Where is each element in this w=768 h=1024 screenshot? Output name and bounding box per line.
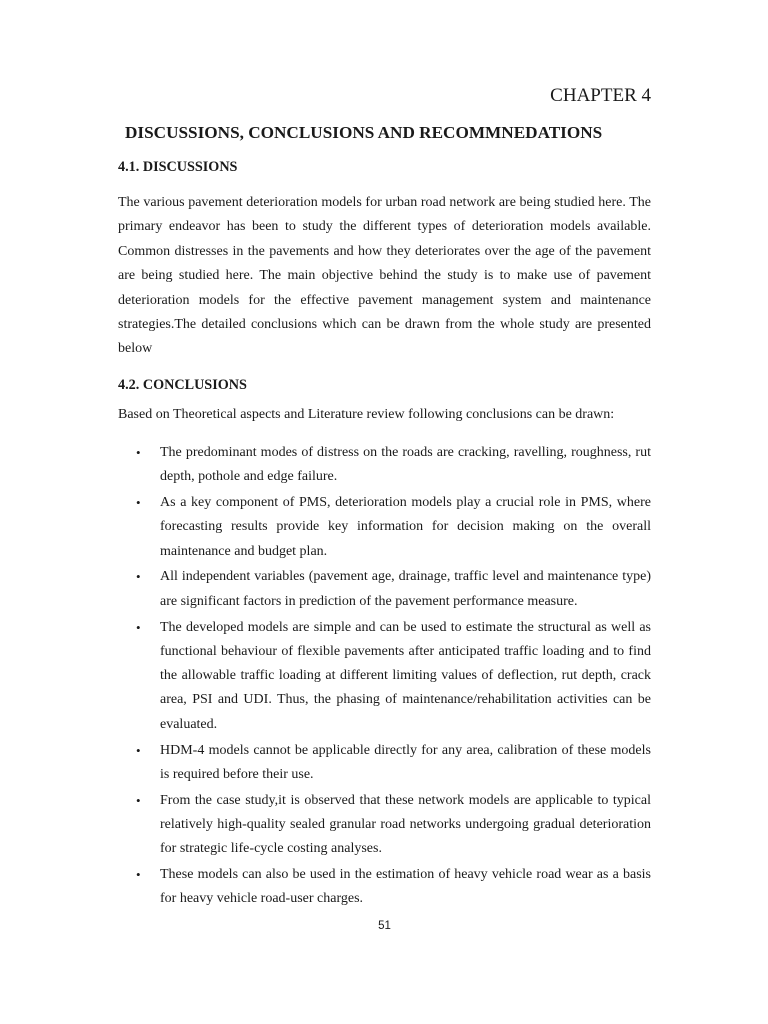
- list-item: [118, 863, 651, 912]
- list-item: [118, 789, 651, 862]
- section-heading-conclusions: 4.2. CONCLUSIONS: [118, 377, 247, 393]
- list-item: [118, 616, 651, 737]
- page-number: 51: [378, 920, 391, 932]
- section-heading-discussions: 4.1. DISCUSSIONS: [118, 159, 238, 175]
- chapter-number: CHAPTER 4: [550, 85, 651, 106]
- list-item-text: From the case study,it is observed that these network models are applicable to typical relatively high-quality sealed granular road networks undergoing gradual deterioration for strategic life-cycle costing analyses.: [160, 792, 651, 857]
- bullet-icon: •: [136, 495, 141, 511]
- bullet-icon: •: [136, 445, 141, 460]
- list-item-text: HDM-4 models cannot be applicable directly for any area, calibration of these models is required before their use.: [160, 742, 651, 782]
- chapter-title: DISCUSSIONS, CONCLUSIONS AND RECOMMNEDATIONS: [125, 123, 603, 142]
- list-item-text: These models can also be used in the estimation of heavy vehicle road wear as a basis for heavy vehicle road-user charges.: [160, 867, 651, 907]
- list-item-text: The predominant modes of distress on the roads are cracking, ravelling, roughness, rut depth, pothole and edge failure.: [160, 445, 651, 485]
- bullet-icon: •: [136, 792, 141, 808]
- list-item: [118, 565, 651, 614]
- discussions-paragraph: The various pavement deterioration models for urban road network are being studied here. The primary endeavor has been to study the different types of deterioration models available. Common distresses in the pavements and how they deteriorates over the age of the pavement are being studied here. The main objective behind the study is to make use of pavement deterioration models for the effective pavement management system and maintenance strategies.The detailed conclusions which can be drawn from the whole study are presented below: [118, 195, 651, 357]
- list-item: [118, 491, 651, 564]
- conclusions-intro: Based on Theoretical aspects and Literature review following conclusions can be drawn:: [118, 407, 615, 422]
- bullet-icon: •: [136, 619, 141, 635]
- list-item: [118, 739, 651, 788]
- list-item-text: All independent variables (pavement age, drainage, traffic level and maintenance type) are significant factors in prediction of the pavement performance measure.: [160, 569, 651, 609]
- bullet-icon: •: [136, 569, 141, 585]
- list-item-text: The developed models are simple and can be used to estimate the structural as well as functional behaviour of flexible pavements after anticipated traffic loading and to find the allowable traffic loading at different limiting values of deflection, rut depth, crack area, PSI and UDI. Thus, the phasing of maintenance/rehabilitation activities can be evaluated.: [160, 619, 651, 732]
- list-item: [118, 441, 651, 490]
- bullet-icon: •: [136, 867, 141, 883]
- bullet-icon: •: [136, 742, 141, 758]
- conclusions-list: [118, 441, 651, 913]
- list-item-text: As a key component of PMS, deterioration models play a crucial role in PMS, where forecasting results provide key information for decision making on the overall maintenance and budget plan.: [160, 495, 651, 559]
